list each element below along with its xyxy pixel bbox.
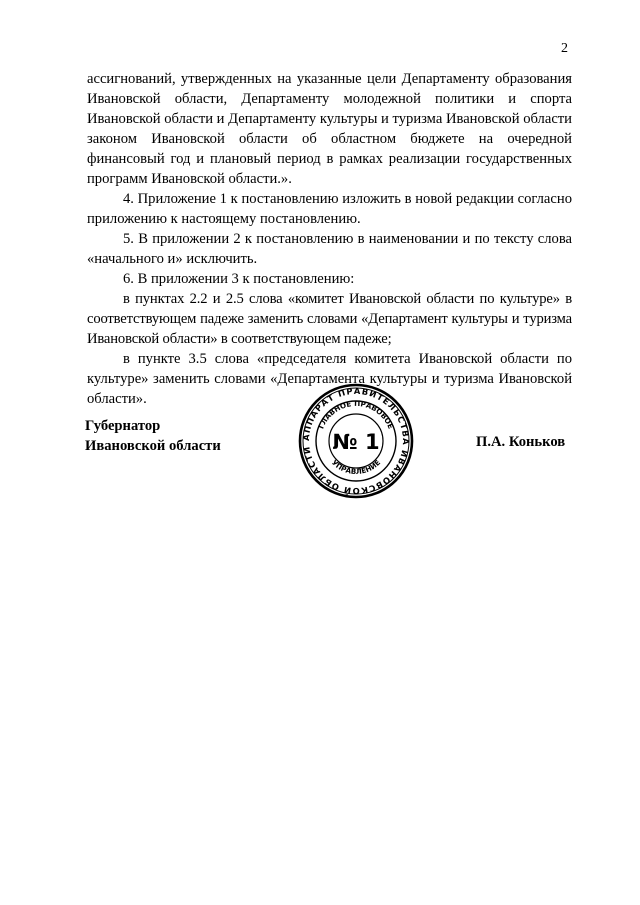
paragraph-item-4: 4. Приложение 1 к постановлению изложить в новой редакции согласно приложению к настоящему постановлению. <box>87 191 572 227</box>
signatory-region: Ивановской области <box>85 438 221 454</box>
svg-text:АППАРАТ ПРАВИТЕЛЬСТВА ИВАНОВСК: АППАРАТ ПРАВИТЕЛЬСТВА ИВАНОВСКОЙ ОБЛАСТИ <box>300 385 412 497</box>
paragraph-subitem-1: в пунктах 2.2 и 2.5 слова «комитет Ивановской области по культуре» в соответствующем падеже заменить словами «Департамент культуры и туризма Ивановской области» в соответствующем падеже; <box>87 291 572 347</box>
signatory-title <box>85 416 221 456</box>
signatory-position: Губернатор <box>85 418 161 434</box>
svg-text:УПРАВЛЕНИЕ: УПРАВЛЕНИЕ <box>329 457 383 477</box>
paragraph-item-6: 6. В приложении 3 к постановлению: <box>123 271 355 287</box>
paragraph-item-5: 5. В приложении 2 к постановлению в наименовании и по тексту слова «начального и» исключить. <box>87 231 572 267</box>
paragraph-subitem-2: в пункте 3.5 слова «председателя комитета Ивановской области по культуре» заменить словами «Департамента культуры и туризма Ивановской области». <box>87 351 572 407</box>
document-body <box>87 69 572 409</box>
page-number: 2 <box>561 41 568 56</box>
paragraph-continuation: ассигнований, утвержденных на указанные цели Департаменту образования Ивановской области, Департаменту молодежной политики и спорта Ивановской области и Департаменту культуры и туризма Ивановской области законом Ивановской области об областном бюджете на очередной финансовый год и плановый период в рамках реализации государственных программ Ивановской области.». <box>87 71 572 187</box>
svg-text:№ 1: № 1 <box>332 430 380 454</box>
signatory-name: П.А. Коньков <box>476 434 566 450</box>
svg-text:ГЛАВНОЕ ПРАВОВОЕ: ГЛАВНОЕ ПРАВОВОЕ <box>316 398 396 431</box>
official-seal-stamp <box>297 382 415 500</box>
